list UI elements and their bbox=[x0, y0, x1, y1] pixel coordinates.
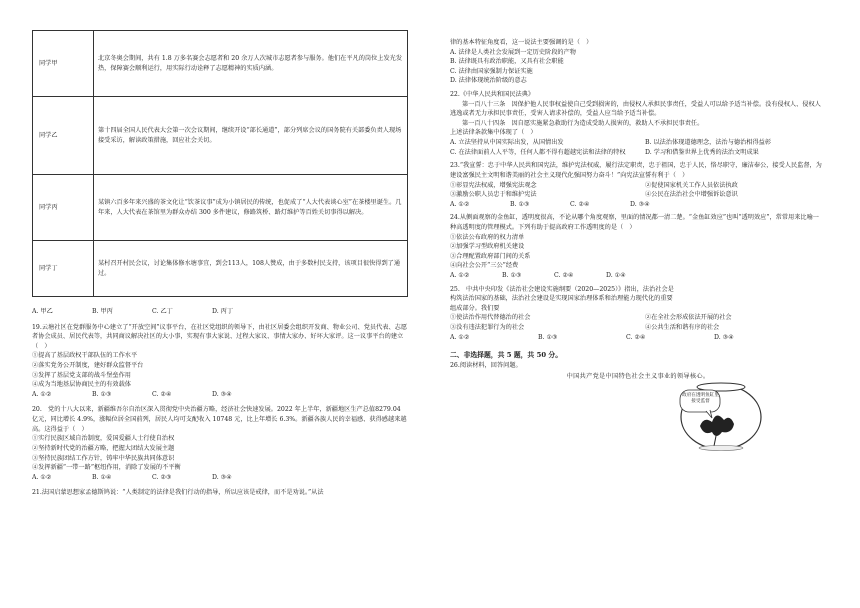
option: D. 学习和借鉴世界上优秀的法治文明成果 bbox=[645, 148, 759, 156]
table-row bbox=[33, 241, 408, 297]
q23-statements bbox=[450, 181, 826, 191]
left-column bbox=[32, 0, 408, 498]
option: A. 立法坚持从中国实际出发，从国情出发 bbox=[450, 139, 564, 147]
table-row bbox=[33, 175, 408, 241]
statement: ④公共生活和谐有序的社会 bbox=[645, 324, 720, 332]
option: C. ②④ bbox=[626, 333, 646, 341]
question-20: 20. 党的十八大以来，新疆维吾尔自治区深入贯彻党中央治疆方略，经济社会快速发展。2022 年上半年，新疆地区生产总值8279.04 亿元，同比增长 4.9%，涨幅位居全国前列，居民人均可支配收入 10748 元，比上年增长 6.3%。新疆各族人民的幸福感、获得感越来越高。这得益于（ ） bbox=[32, 406, 407, 433]
q22-options bbox=[450, 148, 826, 158]
statement: ③发挥了基层党支部的战斗堡垒作用 bbox=[32, 371, 131, 379]
table-cell-text: 某村召开村民会议，讨论集体修水塘事宜，到会113人，108人赞成，由于多数村民支持，该项目很快得到了通过。 bbox=[94, 241, 408, 297]
option: C. ②③ bbox=[152, 473, 172, 481]
statement: ④公民在法治社会中增强诉讼意识 bbox=[645, 191, 738, 199]
question-stem: 上述法律条款集中体现了（ ） bbox=[450, 129, 537, 137]
table-cell-name: 同学丙 bbox=[33, 175, 94, 241]
option: D. ③④ bbox=[212, 390, 232, 398]
option: B. ①③ bbox=[502, 272, 522, 280]
question-21-continued: 律的基本特征角度看，这一说法主要强调的是（ ） bbox=[450, 39, 593, 46]
q18-options bbox=[32, 307, 408, 317]
statement: ④成为当地基层协商民主的有效载体 bbox=[32, 381, 131, 389]
question-21: 21.法国启蒙思想家孟德斯鸠说：“人类制定的法律是我们行动的指导，所以应该是戒律，而不是劝说。”从法 bbox=[32, 489, 324, 497]
option: A. ①② bbox=[450, 272, 470, 280]
q25-statements bbox=[450, 323, 826, 333]
question-26: 26.阅读材料，回答问题。 bbox=[450, 361, 522, 369]
option: C. ②④ bbox=[554, 272, 574, 280]
student-table bbox=[32, 30, 408, 297]
table-cell-name: 同学甲 bbox=[33, 31, 94, 97]
option: D. ③④ bbox=[714, 333, 734, 341]
table-row bbox=[33, 31, 408, 97]
fishbowl-illustration bbox=[676, 376, 766, 452]
option: B. 法律既具有政治职能，又具有社会职能 bbox=[450, 58, 564, 66]
question-24: 24.从侧面观察的金鱼缸，透明度很高，不论从哪个角度观察，里面的情况都一清二楚。“金鱼缸效应”也叫“透明效应”，常常用来比喻一种高透明度的管理模式。下列有助于提高政府工作透明度的是（ ） bbox=[450, 214, 819, 231]
option: A. 法律是人类社会发展到一定历史阶段的产物 bbox=[450, 48, 576, 56]
option: B. 甲丙 bbox=[92, 308, 113, 315]
q24-options bbox=[450, 271, 676, 281]
option: B. ①③ bbox=[538, 333, 558, 341]
option: D. ③④ bbox=[212, 473, 232, 481]
q25-statements bbox=[450, 313, 826, 323]
option: C. 乙丁 bbox=[152, 308, 173, 315]
statement: ④发挥新疆“一带一路”枢纽作用，消除了发展的不平衡 bbox=[32, 464, 181, 472]
statement: ③坚持民族团结工作方针，铸牢中华民族共同体意识 bbox=[32, 454, 175, 462]
option: B. ①④ bbox=[92, 473, 112, 481]
question-25: 25. 中共中央印发《法治社会建设实施纲要（2020—2025）》指出，法治社会是构筑法治国家的基础，法治社会建设是实现国家治理体系和治理能力现代化的重要组成部分。我们要 bbox=[450, 285, 674, 312]
statement: ②促使国家机关工作人员依法执政 bbox=[645, 181, 738, 189]
statement: ①实行民族区域自治制度，爱国爱疆人士行使自治权 bbox=[32, 435, 175, 443]
section-heading: 二、非选择题，共 5 题，共 50 分。 bbox=[450, 351, 563, 360]
option: A. ①② bbox=[32, 473, 52, 481]
statement: ①提高了基层政权干部队伍的工作水平 bbox=[32, 352, 138, 360]
statement: ②加强学习型政府机关建设 bbox=[450, 243, 525, 251]
statement: ②落实党务公开制度，建好群众监督平台 bbox=[32, 362, 144, 370]
table-cell-text: 第十四届全国人民代表大会第一次会议期间，继续开设“部长通道”，部分列席会议的国务院有关部委负责人现场接受采访，解读政策措施，回应社会关切。 bbox=[94, 97, 408, 175]
right-column bbox=[450, 0, 826, 382]
statement: ②坚持新时代党的治疆方略，把握大团结大发展主题 bbox=[32, 444, 175, 452]
q22-options bbox=[450, 138, 826, 148]
q19-options bbox=[32, 390, 408, 400]
option: D. 法律体现统治阶级的意志 bbox=[450, 77, 527, 85]
option: C. ②④ bbox=[152, 390, 172, 398]
table-cell-text: 北京冬奥会期间，共有 1.8 万多名赛会志愿者和 20 余万人次城市志愿者参与服务。他们在平凡的岗位上发光发热，保障赛会顺利运行，用实际行动诠释了志愿精神的实质内涵。 bbox=[94, 31, 408, 97]
option: A. 甲乙 bbox=[32, 308, 53, 315]
fishbowl-icon bbox=[676, 376, 766, 452]
question-23: 23.“我宣誓：忠于中华人民共和国宪法，维护宪法权威，履行法定职责，忠于祖国，忠于人民，恪尽职守，廉洁奉公，接受人民监督，为建设富强民主文明和谐美丽的社会主义现代化强国努力奋斗！”向宪法宣誓有利于（ ） bbox=[450, 162, 822, 179]
material-quote: 中国共产党是中国特色社会主义事业的领导核心。 bbox=[566, 373, 710, 381]
statement: ③没有违法犯罪行为的社会 bbox=[450, 324, 525, 332]
statement: ①使法治作用代替德治的社会 bbox=[450, 314, 531, 322]
question-19: 19.云塘社区在党群服务中心建立了“开放空间”议事平台，在社区党组织的领导下，由社区居委会组织开发商、物业公司、党员代表、志愿者协会成员、居民代表等，共同商议解决社区的大小事，实现有事大家说、过程大家议、事情大家办、好坏大家评。这一议事平台的建立（ ） bbox=[32, 323, 408, 350]
option: A. ①② bbox=[450, 200, 470, 208]
q20-options bbox=[32, 473, 408, 483]
statement: ①彰显宪法权威，增强宪法观念 bbox=[450, 181, 537, 189]
law-article: 第一百八十三条 因保护他人民事权益使自己受到损害的，由侵权人承担民事责任，受益人可以给予适当补偿。没有侵权人、侵权人逃逸或者无力承担民事责任，受害人请求补偿的，受益人应当给予适当补偿。 bbox=[450, 100, 821, 118]
law-article: 第一百八十四条 因自愿实施紧急救助行为造成受助人损害的，救助人不承担民事责任。 bbox=[462, 119, 704, 127]
table-row bbox=[33, 97, 408, 175]
statement: ②在全社会形成依法开展的社会 bbox=[645, 314, 732, 322]
option: A. ①② bbox=[450, 333, 470, 341]
option: C. 在法律面前人人平等，任何人都不得有超越宪法和法律的特权 bbox=[450, 148, 626, 156]
option: D. ①④ bbox=[606, 272, 626, 280]
table-cell-name: 同学乙 bbox=[33, 97, 94, 175]
option: C. 法律由国家强制力保证实施 bbox=[450, 67, 533, 75]
statement: ③合理配置政府部门间的关系 bbox=[450, 252, 531, 260]
statement: ①依法公布政府的权力清单 bbox=[450, 233, 525, 241]
option: B. ①③ bbox=[92, 390, 112, 398]
statement: ③激励公职人员忠于和维护宪法 bbox=[450, 191, 537, 199]
question-22: 22.《中华人民共和国民法典》 bbox=[450, 91, 535, 99]
fishbowl-caption: 政府在透明鱼缸里接受监督 bbox=[682, 393, 719, 404]
option: C. ②④ bbox=[570, 200, 590, 208]
option: B. ①③ bbox=[510, 200, 530, 208]
table-cell-name: 同学丁 bbox=[33, 241, 94, 297]
table-cell-text: 某镇六百多年来兴盛的茶文化让“饮茶议事”成为小镇居民的传统，也促成了“人大代表谈心室”在茶楼里诞生。几年来，人大代表在茶馆里为群众办结 300 多件建议，修路筑桥、路灯维护等百姓关切事得以解决。 bbox=[94, 175, 408, 241]
q23-statements bbox=[450, 190, 826, 200]
q23-options bbox=[450, 200, 826, 210]
option: D. ③④ bbox=[630, 200, 650, 208]
option: B. 以法治体现道德理念，法治与德治相得益彰 bbox=[645, 139, 772, 147]
statement: ④向社会公开“三公”经费 bbox=[450, 262, 519, 270]
q25-options bbox=[450, 333, 826, 343]
option: A. ①② bbox=[32, 390, 52, 398]
option: D. 丙丁 bbox=[212, 308, 234, 315]
